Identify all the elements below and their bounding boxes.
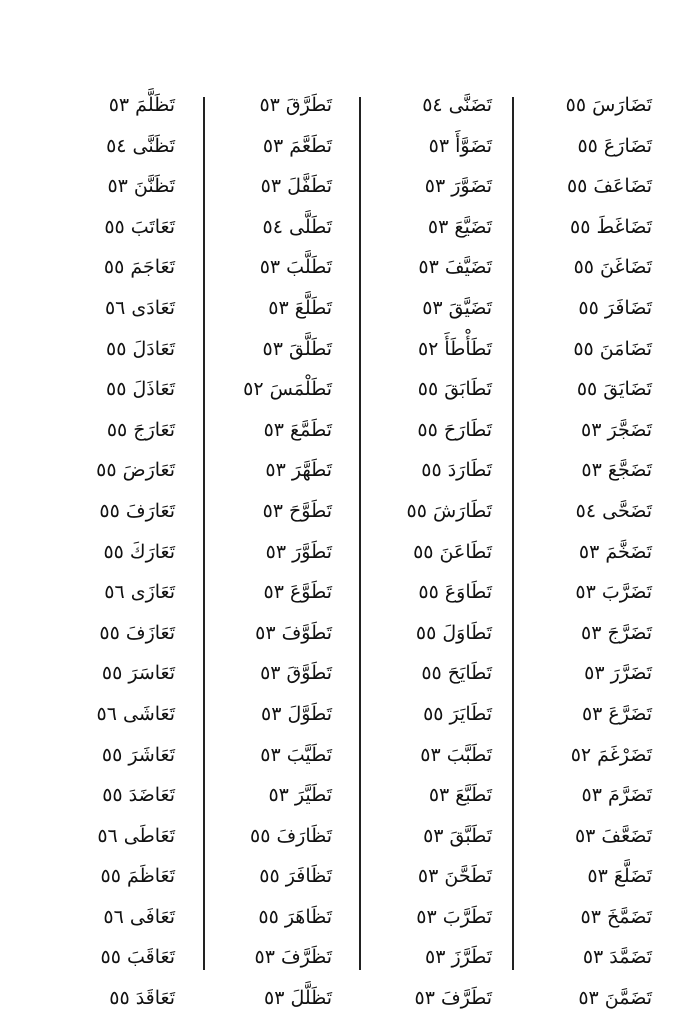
index-entry: تَعَارَضَ ٥٥ (96, 459, 175, 482)
index-entry: تَضَلَّعَ ٥٣ (587, 865, 652, 888)
index-entry: تَعَافَى ٥٦ (103, 905, 175, 928)
index-column-4 (15, 92, 175, 1026)
index-entry: تَطَوَّحَ ٥٣ (262, 499, 332, 522)
index-entry: تَعَاقَبَ ٥٥ (100, 946, 175, 969)
index-entry: تَطَايَحَ ٥٥ (421, 662, 492, 685)
index-entry: تَطَلَّقَ ٥٣ (262, 337, 332, 360)
index-entry: تَعَازَى ٥٦ (104, 581, 175, 604)
index-entry: تَطَلْمَسَ ٥٢ (243, 378, 332, 401)
index-entry: تَظَنَّى ٥٤ (106, 134, 175, 157)
index-entry: تَطَاوَعَ ٥٥ (418, 581, 492, 604)
index-entry: تَضَاغَطَ ٥٥ (570, 215, 652, 238)
index-entry: تَضَرَّبَ ٥٣ (575, 581, 652, 604)
index-entry: تَضَيَّقَ ٥٣ (422, 296, 492, 319)
index-entry: تَطَرَّفَ ٥٣ (414, 987, 492, 1010)
index-entry: تَضَارَسَ ٥٥ (565, 94, 652, 116)
index-entry: تَضَاغَنَ ٥٥ (573, 256, 652, 279)
index-entry: تَضَنَّى ٥٤ (422, 94, 492, 116)
index-entry: تَعَاضَدَ ٥٥ (102, 784, 175, 807)
index-entry: تَطَحَّنَ ٥٣ (417, 865, 492, 888)
index-entry: تَطَارَدَ ٥٥ (421, 459, 492, 482)
index-entry: تَعَادَلَ ٥٥ (106, 337, 175, 360)
index-entry: تَعَارَجَ ٥٥ (106, 418, 175, 441)
index-entry: تَضَرَّعَ ٥٣ (581, 702, 652, 725)
index-entry: تَطَوَّعَ ٥٣ (263, 581, 332, 604)
index-entry: تَطَلَّى ٥٤ (262, 215, 332, 238)
index-entry: تَطَاعَنَ ٥٥ (413, 540, 492, 563)
index-entry: تَعَاذَلَ ٥٥ (106, 378, 175, 401)
index-column-2 (362, 92, 492, 1026)
index-column-1 (502, 92, 652, 1026)
index-entry: تَطَمَّعَ ٥٣ (263, 418, 332, 441)
index-entry: تَظَلَّمَ ٥٣ (108, 94, 175, 116)
index-entry: تَظَلَّلَ ٥٣ (263, 987, 332, 1010)
index-entry: تَطَرَّقَ ٥٣ (259, 94, 332, 116)
index-entry: تَظَارَفَ ٥٥ (250, 824, 332, 847)
index-entry: تَطَأْطَأَ ٥٢ (417, 337, 492, 360)
index-entry: تَضَرَّمَ ٥٣ (581, 784, 652, 807)
index-entry: تَظَنَّنَ ٥٣ (107, 175, 175, 198)
index-entry: تَظَاهَرَ ٥٥ (258, 905, 332, 928)
index-entry: تَضَحَّى ٥٤ (575, 499, 652, 522)
index-entry: تَظَرَّفَ ٥٣ (254, 946, 332, 969)
index-entry: تَضَافَرَ ٥٥ (578, 296, 652, 319)
index-entry: تَضَوَّرَ ٥٣ (424, 175, 492, 198)
index-entry: تَعَاظَمَ ٥٥ (100, 865, 175, 888)
index-entry: تَطَوَّقَ ٥٣ (260, 662, 332, 685)
column-divider (359, 97, 361, 970)
index-entry: تَعَازَفَ ٥٥ (99, 621, 175, 644)
index-entry: تَعَاتَبَ ٥٥ (104, 215, 175, 238)
index-entry: تَطَلَّبَ ٥٣ (259, 256, 332, 279)
index-entry: تَطَبَّبَ ٥٣ (420, 743, 492, 766)
index-entry: تَضَامَنَ ٥٥ (573, 337, 652, 360)
index-entry: تَضَايَقَ ٥٥ (576, 378, 652, 401)
index-entry: تَطَوَّلَ ٥٣ (261, 702, 332, 725)
index-entry: تَضَرْغَمَ ٥٢ (570, 743, 652, 766)
index-entry: تَطَارَحَ ٥٥ (417, 418, 492, 441)
index-entry: تَضَجَّرَ ٥٣ (581, 418, 652, 441)
index-entry: تَضَوَّأَ ٥٣ (428, 134, 492, 157)
index-entry: تَطَوَّرَ ٥٣ (265, 540, 332, 563)
index-entry: تَطَاوَلَ ٥٥ (415, 621, 492, 644)
index-entry: تَطَابَقَ ٥٥ (417, 378, 492, 401)
index-entry: تَعَاطَى ٥٦ (97, 824, 175, 847)
index-entry: تَعَاشَى ٥٦ (96, 702, 175, 725)
index-entry: تَطَلَّعَ ٥٣ (268, 296, 332, 319)
index-entry: تَطَبَّقَ ٥٣ (423, 824, 492, 847)
index-entry: تَضَرَّجَ ٥٣ (581, 621, 652, 644)
index-entry: تَطَارَشَ ٥٥ (406, 499, 492, 522)
index-entry: تَضَاعَفَ ٥٥ (566, 175, 652, 198)
index-entry: تَطَفَّلَ ٥٣ (260, 175, 332, 198)
index-entry: تَعَاشَرَ ٥٥ (101, 743, 175, 766)
index-entry: تَطَايَرَ ٥٥ (423, 702, 492, 725)
index-entry: تَطَرَّبَ ٥٣ (416, 905, 492, 928)
index-entry: تَطَعَّمَ ٥٣ (262, 134, 332, 157)
index-column-3 (192, 92, 332, 1026)
index-entry: تَعَارَفَ ٥٥ (99, 499, 175, 522)
index-entry: تَطَبَّعَ ٥٣ (428, 784, 492, 807)
index-entry: تَعَادَى ٥٦ (104, 296, 175, 319)
index-entry: تَعَارَكَ ٥٥ (103, 540, 175, 563)
index-entry: تَعَاجَمَ ٥٥ (103, 256, 175, 279)
index-entry: تَطَيَّرَ ٥٣ (268, 784, 332, 807)
index-entry: تَطَيَّبَ ٥٣ (260, 743, 332, 766)
index-entry: تَضَمَّنَ ٥٣ (578, 987, 652, 1010)
index-entry: تَضَيَّعَ ٥٣ (427, 215, 492, 238)
index-entry: تَضَخَّمَ ٥٣ (578, 540, 652, 563)
index-entry: تَضَمَّدَ ٥٣ (582, 946, 652, 969)
index-entry: تَعَاقَدَ ٥٥ (109, 987, 175, 1010)
index-entry: تَضَرَّرَ ٥٣ (584, 662, 652, 685)
index-entry: تَطَرَّزَ ٥٣ (425, 946, 492, 969)
index-entry: تَضَعَّفَ ٥٣ (574, 824, 652, 847)
index-entry: تَضَارَعَ ٥٥ (577, 134, 652, 157)
index-entry: تَضَجَّعَ ٥٣ (581, 459, 652, 482)
index-entry: تَظَافَرَ ٥٥ (259, 865, 332, 888)
index-entry: تَضَمَّخَ ٥٣ (580, 905, 652, 928)
index-entry: تَضَيَّفَ ٥٣ (418, 256, 492, 279)
index-entry: تَعَاسَرَ ٥٥ (101, 662, 175, 685)
index-entry: تَطَهَّرَ ٥٣ (265, 459, 332, 482)
index-entry: تَطَوَّفَ ٥٣ (255, 621, 332, 644)
